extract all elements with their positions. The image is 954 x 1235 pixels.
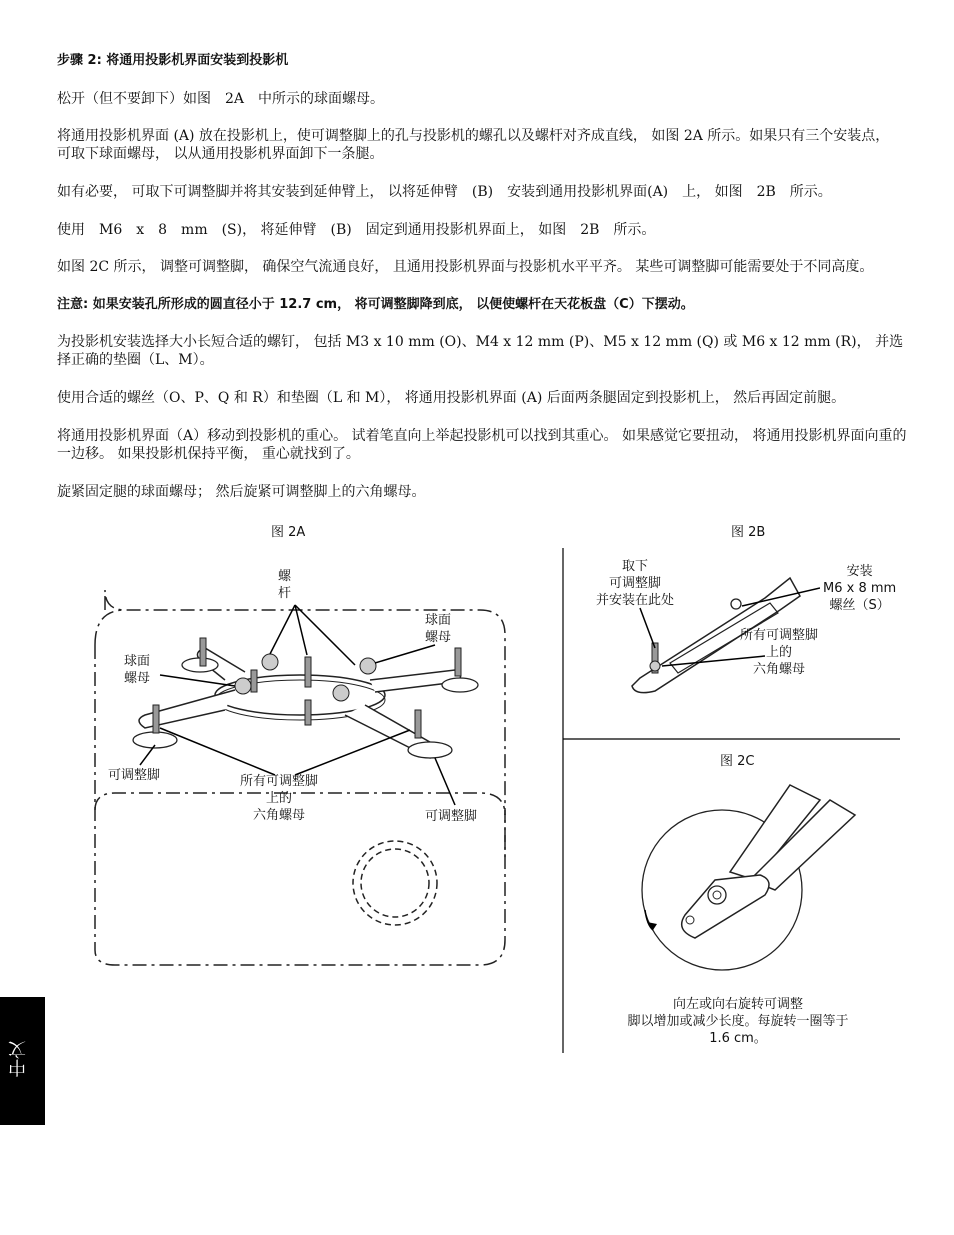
paragraph-7: 使用合适的螺丝（O、P、Q 和 R）和垫圈（L 和 M）， 将通用投影机界面 (A) 后面两条腿固定到投影机上， 然后再固定前腿。 (57, 390, 846, 406)
figure-2c-title: 图 2C (720, 754, 755, 769)
label-ball-nut-left: 球面 螺母 (124, 654, 151, 686)
paragraph-6: 为投影机安装选择大小长短合适的螺钉， 包括 M3 x 10 mm (O)、M4 x 12 mm (P)、M5 x 12 mm (Q) 或 M6 x 12 mm (R)， 并选择正确的垫圈（L、M）。 (57, 334, 904, 368)
note: 注意: 如果安装孔所形成的圆直径小于 12.7 cm， 将可调整脚降到底， 以便使螺杆在天花板盘（C）下摆动。 (57, 297, 694, 312)
label-hex-nut-2b: 所有可调整脚 上的 六角螺母 (740, 628, 819, 677)
paragraph-5: 如图 2C 所示， 调整可调整脚， 确保空气流通良好， 且通用投影机界面与投影机水平平齐。 某些可调整脚可能需要处于不同高度。 (57, 259, 874, 275)
step-heading: 步骤 2: 将通用投影机界面安装到投影机 (57, 53, 289, 68)
label-rod: 螺 杆 (278, 569, 292, 601)
language-tab (0, 997, 45, 1125)
figure-2b-title: 图 2B (731, 525, 766, 540)
label-foot-left: 可调整脚 (108, 768, 161, 783)
paragraph-8: 将通用投影机界面（A）移动到投影机的重心。 试着笔直向上举起投影机可以找到其重心。 如果感觉它要扭动， 将通用投影机界面向重的一边移。 如果投影机保持平衡， 重心就找到了。 (57, 428, 907, 462)
paragraph-2: 将通用投影机界面 (A) 放在投影机上，使可调整脚上的孔与投影机的螺孔以及螺杆对齐成直线， 如图 2A 所示。如果只有三个安装点， 可取下球面螺母， 以从通用投影机界面卸下一条腿。 (57, 128, 890, 162)
figure-2c-caption: 向左或向右旋转可调整 脚以增加或减少长度。每旋转一圈等于 1.6 cm。 (627, 997, 849, 1046)
figure-2a-title: 图 2A (271, 525, 306, 540)
label-remove-foot: 取下 可调整脚 并安装在此处 (596, 559, 675, 608)
language-tab-label: 中文 (8, 1041, 29, 1077)
label-ball-nut-right: 球面 螺母 (425, 613, 452, 645)
paragraph-1: 松开（但不要卸下）如图 2A 中所示的球面螺母。 (57, 91, 385, 107)
paragraph-9: 旋紧固定腿的球面螺母； 然后旋紧可调整脚上的六角螺母。 (57, 484, 426, 500)
paragraph-4: 使用 M6 x 8 mm (S)， 将延伸臂 (B) 固定到通用投影机界面上， 如图 2B 所示。 (57, 222, 656, 238)
label-foot-right: 可调整脚 (425, 809, 478, 824)
label-hex-nuts: 所有可调整脚 上的 六角螺母 (240, 774, 319, 823)
paragraph-3: 如有必要， 可取下可调整脚并将其安装到延伸臂上， 以将延伸臂 (B) 安装到通用投影机界面(A) 上， 如图 2B 所示。 (57, 184, 832, 200)
figure-2c-illustration (635, 780, 865, 980)
label-install-screw: 安装 M6 x 8 mm 螺丝（S） (823, 564, 897, 613)
